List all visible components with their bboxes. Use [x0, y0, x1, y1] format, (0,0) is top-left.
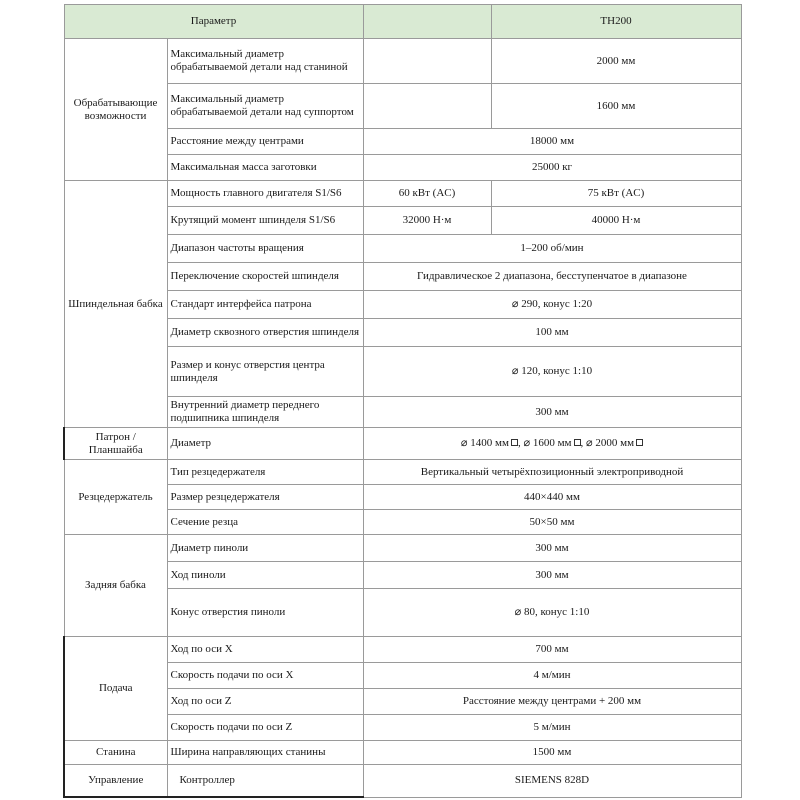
param-cell: Тип резцедержателя	[167, 460, 363, 485]
chuck-option-c: ⌀ 2000 мм	[586, 437, 635, 450]
category-cell: Станина	[64, 741, 167, 765]
separator: ,	[517, 437, 521, 450]
value-cell: 2000 мм	[491, 39, 741, 84]
category-cell: Шпиндельная бабка	[64, 181, 167, 428]
value-cell	[363, 428, 741, 460]
category-cell: Управление	[64, 765, 167, 797]
param-cell: Размер резцедержателя	[167, 485, 363, 510]
value-cell: 4 м/мин	[363, 663, 741, 689]
blank-cell	[363, 39, 491, 84]
param-cell: Диапазон частоты вращения	[167, 235, 363, 263]
table-row	[64, 637, 741, 663]
blank-cell	[363, 84, 491, 129]
param-cell: Мощность главного двигателя S1/S6	[167, 181, 363, 207]
param-cell: Скорость подачи по оси Z	[167, 715, 363, 741]
param-cell: Ход по оси Z	[167, 689, 363, 715]
value-cell: 75 кВт (AC)	[491, 181, 741, 207]
value-cell: 32000 Н·м	[363, 207, 491, 235]
category-cell: Резцедержатель	[64, 460, 167, 535]
table-row	[64, 428, 741, 460]
param-cell: Ход пиноли	[167, 562, 363, 589]
value-cell: 25000 кг	[363, 155, 741, 181]
value-cell: ⌀ 290, конус 1:20	[363, 291, 741, 319]
param-cell: Переключение скоростей шпинделя	[167, 263, 363, 291]
separator: ,	[580, 437, 584, 450]
category-cell: Обрабатывающие возможности	[64, 39, 167, 181]
value-cell: 1–200 об/мин	[363, 235, 741, 263]
param-cell: Диаметр	[167, 428, 363, 460]
value-cell: Расстояние между центрами + 200 мм	[363, 689, 741, 715]
table-row	[64, 181, 741, 207]
header-blank	[363, 5, 491, 39]
header-model: TH200	[491, 5, 741, 39]
spec-table	[63, 4, 742, 798]
table-row	[64, 535, 741, 562]
value-cell: 100 мм	[363, 319, 741, 347]
param-cell: Стандарт интерфейса патрона	[167, 291, 363, 319]
param-cell: Крутящий момент шпинделя S1/S6	[167, 207, 363, 235]
param-cell: Расстояние между центрами	[167, 129, 363, 155]
value-cell: 1500 мм	[363, 741, 741, 765]
param-cell: Ход по оси X	[167, 637, 363, 663]
param-cell: Размер и конус отверстия центра шпинделя	[167, 347, 363, 397]
param-cell: Ширина направляющих станины	[167, 741, 363, 765]
category-cell: Патрон / Планшайба	[64, 428, 167, 460]
value-cell: 60 кВт (AC)	[363, 181, 491, 207]
value-cell: 300 мм	[363, 397, 741, 428]
table-row	[64, 460, 741, 485]
value-cell: SIEMENS 828D	[363, 765, 741, 797]
param-cell: Внутренний диаметр переднего подшипника шпинделя	[167, 397, 363, 428]
param-cell: Скорость подачи по оси X	[167, 663, 363, 689]
value-cell: Гидравлическое 2 диапазона, бесступенчатое в диапазоне	[363, 263, 741, 291]
param-cell: Максимальный диаметр обрабатываемой детали над суппортом	[167, 84, 363, 129]
value-cell: 300 мм	[363, 562, 741, 589]
value-cell: 300 мм	[363, 535, 741, 562]
category-cell: Задняя бабка	[64, 535, 167, 637]
square-icon	[511, 439, 518, 446]
chuck-option-a: ⌀ 1400 мм	[460, 437, 509, 450]
value-cell: 40000 Н·м	[491, 207, 741, 235]
value-cell: 18000 мм	[363, 129, 741, 155]
header-param: Параметр	[64, 5, 363, 39]
param-cell: Максимальная масса заготовки	[167, 155, 363, 181]
header-row	[64, 5, 741, 39]
param-cell: Максимальный диаметр обрабатываемой детали над станиной	[167, 39, 363, 84]
square-icon	[636, 439, 643, 446]
param-cell: Диаметр сквозного отверстия шпинделя	[167, 319, 363, 347]
table-row	[64, 39, 741, 84]
value-cell: 5 м/мин	[363, 715, 741, 741]
table-row	[64, 765, 741, 797]
value-cell: 440×440 мм	[363, 485, 741, 510]
value-cell: 50×50 мм	[363, 510, 741, 535]
param-cell: Конус отверстия пиноли	[167, 589, 363, 637]
value-cell: 700 мм	[363, 637, 741, 663]
chuck-option-b: ⌀ 1600 мм	[523, 437, 572, 450]
value-cell: ⌀ 80, конус 1:10	[363, 589, 741, 637]
value-cell: Вертикальный четырёхпозиционный электроприводной	[363, 460, 741, 485]
param-cell: Сечение резца	[167, 510, 363, 535]
param-cell: Диаметр пиноли	[167, 535, 363, 562]
table-row	[64, 741, 741, 765]
square-icon	[574, 439, 581, 446]
category-cell: Подача	[64, 637, 167, 741]
value-cell: 1600 мм	[491, 84, 741, 129]
param-cell: Контроллер	[167, 765, 363, 797]
value-cell: ⌀ 120, конус 1:10	[363, 347, 741, 397]
